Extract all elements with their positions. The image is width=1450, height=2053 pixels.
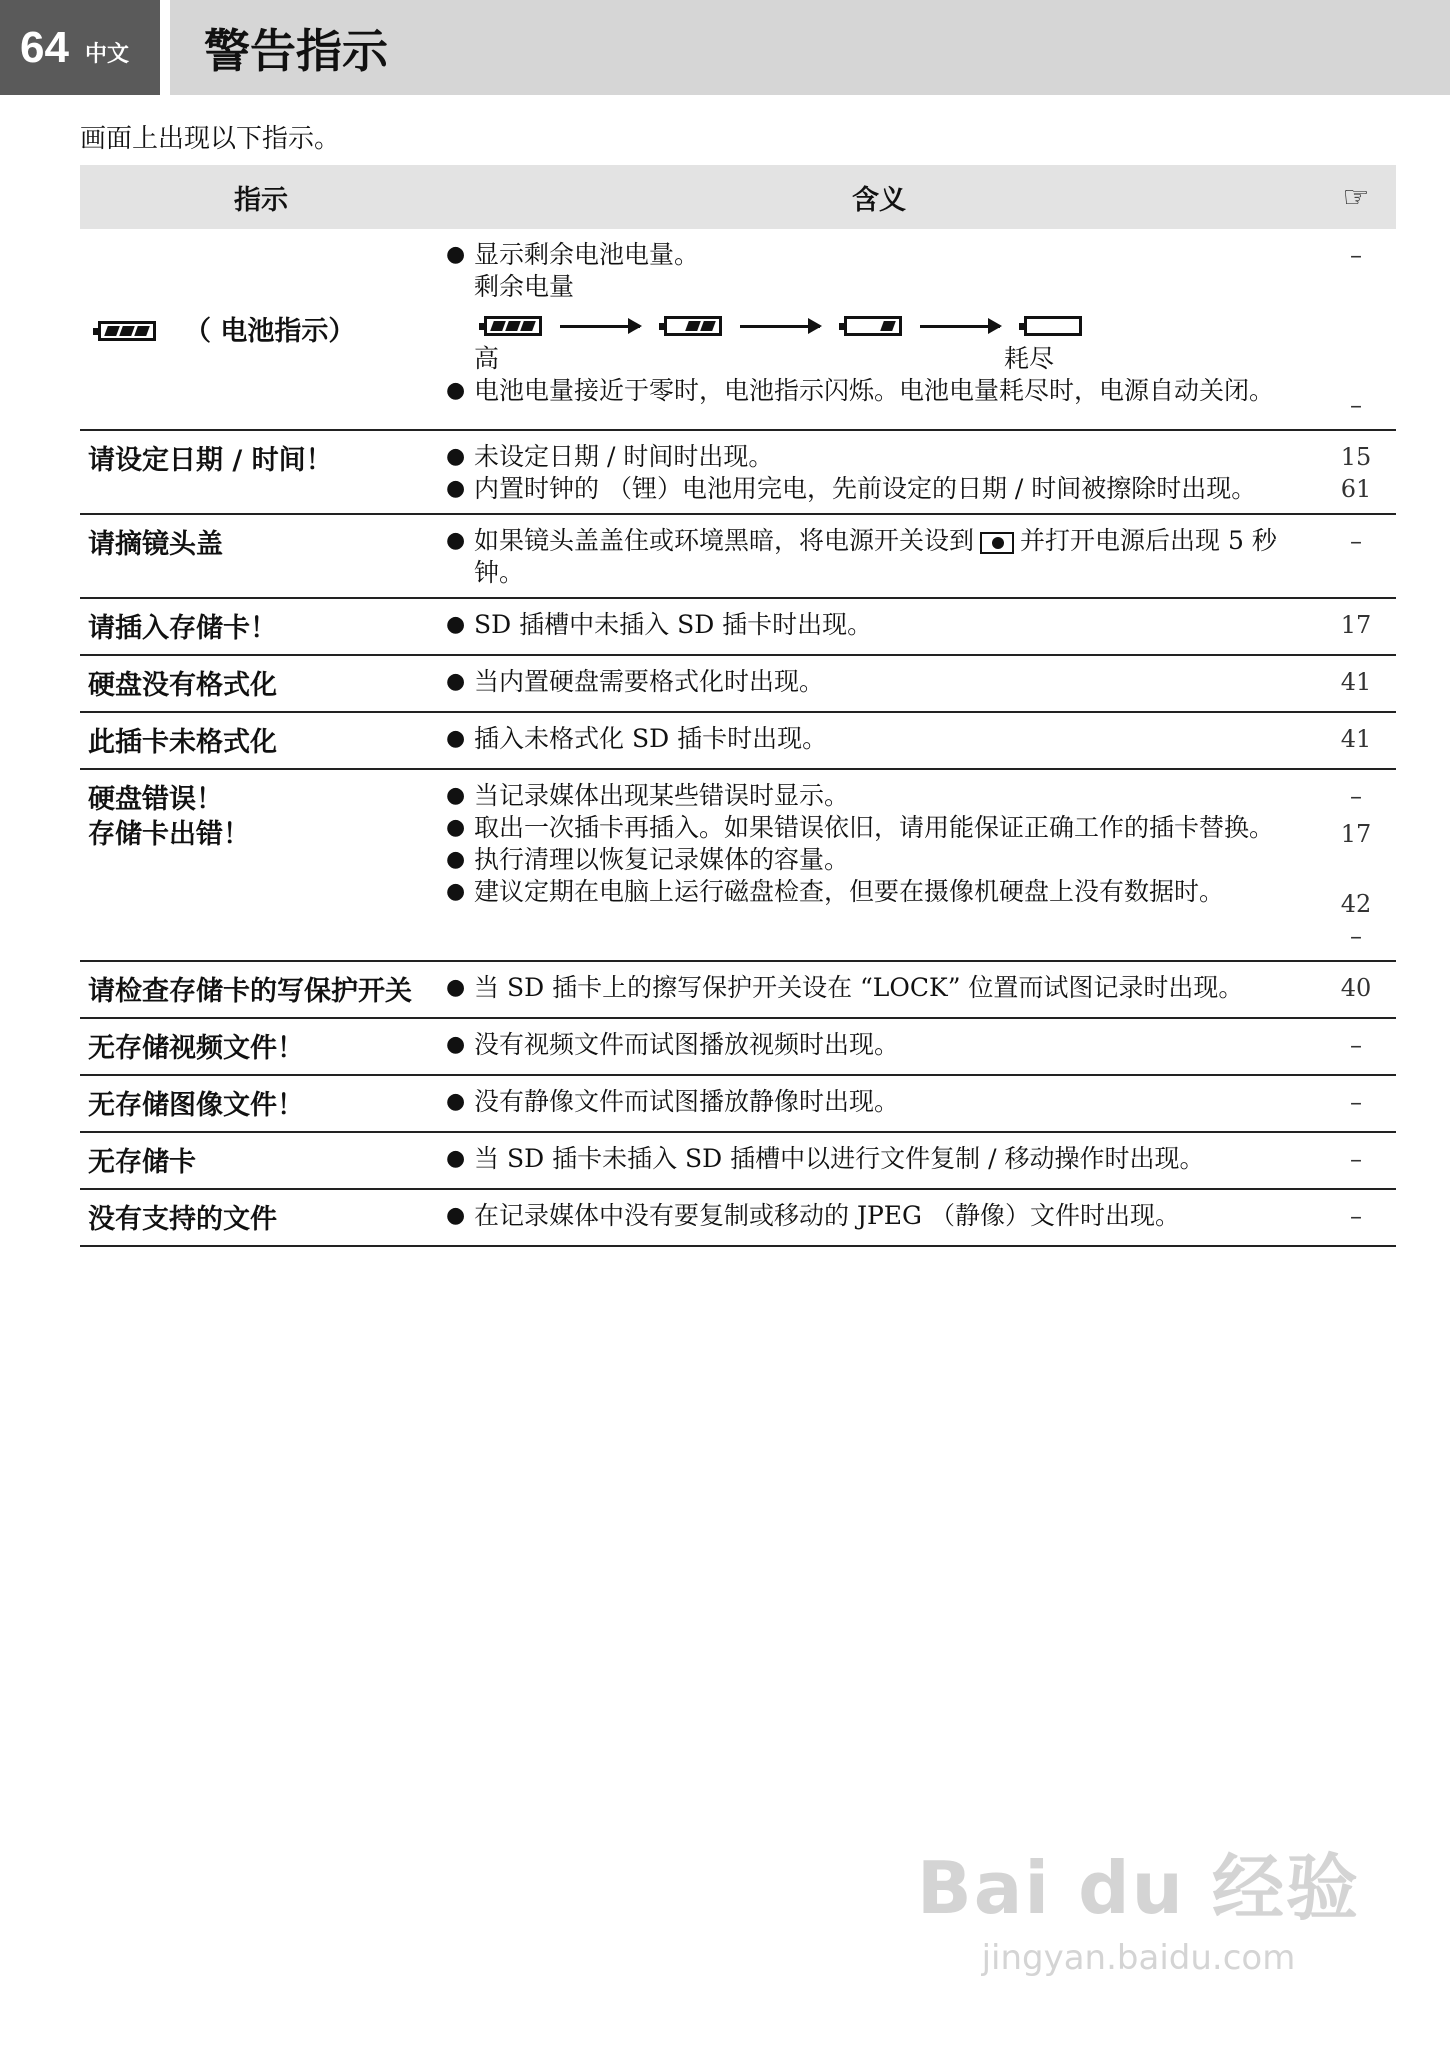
battery-indicator-cell <box>80 229 442 429</box>
reference-page: – <box>1350 527 1362 555</box>
remaining-label: 剩余电量 <box>474 272 575 301</box>
record-mode-icon <box>980 532 1014 554</box>
bullet-icon: ● <box>446 476 466 501</box>
bullet-text: 取出一次插卡再插入。如果错误依旧，请用能保证正确工作的插卡替换。 <box>474 813 1275 842</box>
meaning-cell <box>442 656 1316 711</box>
table-row <box>80 599 1396 656</box>
reference-page: 41 <box>1340 725 1372 753</box>
table-row <box>80 1019 1396 1076</box>
list-item <box>442 525 1316 589</box>
battery-low-icon <box>844 316 902 336</box>
reference-icon: ☞ <box>1342 179 1370 215</box>
indicator-text: 存储卡出错！ <box>88 819 250 850</box>
reference-cell <box>1316 515 1396 597</box>
bullet-icon: ● <box>446 444 466 469</box>
bullet-text: 未设定日期 / 时间时出现。 <box>474 442 774 471</box>
indicator-text: 无存储视频文件！ <box>88 1033 304 1064</box>
bullet-text: 当 SD 插卡未插入 SD 插槽中以进行文件复制 / 移动操作时出现。 <box>474 1144 1205 1173</box>
watermark-main: Bai du 经验 <box>916 1846 1360 1930</box>
reference-cell <box>1316 431 1396 513</box>
page-language: 中文 <box>84 42 129 67</box>
bullet-icon: ● <box>446 528 466 553</box>
page-title: 警告指示 <box>204 23 388 78</box>
meaning-cell <box>442 1133 1316 1188</box>
table-row <box>80 656 1396 713</box>
list-item <box>442 1200 1316 1232</box>
bullet-text: 显示剩余电池电量。 <box>474 240 700 269</box>
battery-full-icon <box>98 321 156 341</box>
bullet-icon: ● <box>446 242 466 267</box>
list-item <box>442 441 1316 473</box>
reference-cell <box>1316 1190 1396 1245</box>
list-item <box>442 239 1316 271</box>
reference-page: – <box>1350 1202 1362 1230</box>
bullet-icon: ● <box>446 783 466 808</box>
title-bar <box>170 0 1450 95</box>
intro-text: 画面上出现以下指示。 <box>80 124 341 154</box>
reference-cell <box>1316 229 1396 429</box>
list-item <box>442 375 1316 407</box>
battery-chain-labels <box>474 343 1094 375</box>
table-header <box>80 165 1396 229</box>
reference-cell <box>1316 962 1396 1017</box>
bullet-text: 没有静像文件而试图播放静像时出现。 <box>474 1087 900 1116</box>
meaning-cell <box>442 431 1316 513</box>
reference-cell <box>1316 599 1396 654</box>
indicator-text: 硬盘错误！ <box>88 784 223 815</box>
indicator-text: 没有支持的文件 <box>88 1204 277 1235</box>
bullet-text: 当 SD 插卡上的擦写保护开关设在 “LOCK” 位置而试图记录时出现。 <box>474 973 1244 1002</box>
page-number-box <box>0 0 160 95</box>
list-item <box>442 609 1316 641</box>
reference-cell <box>1316 713 1396 768</box>
warning-table <box>80 165 1396 1247</box>
reference-page: – <box>1350 922 1362 950</box>
meaning-cell <box>442 713 1316 768</box>
list-item <box>442 1086 1316 1118</box>
header-meaning: 含义 <box>852 184 906 216</box>
list-item <box>442 473 1316 505</box>
table-row <box>80 1190 1396 1247</box>
bullet-icon: ● <box>446 975 466 1000</box>
table-row <box>80 1133 1396 1190</box>
meaning-cell <box>442 599 1316 654</box>
bullet-text: 电池电量接近于零时，电池指示闪烁。电池电量耗尽时，电源自动关闭。 <box>474 376 1275 405</box>
reference-page: 40 <box>1340 974 1372 1002</box>
indicator-text: 无存储图像文件！ <box>88 1090 304 1121</box>
list-item <box>442 666 1316 698</box>
reference-page: 61 <box>1340 475 1372 503</box>
indicator-text: 请摘镜头盖 <box>88 529 223 560</box>
table-row <box>80 515 1396 599</box>
reference-page: 17 <box>1340 611 1372 639</box>
reference-cell <box>1316 1133 1396 1188</box>
reference-page: 17 <box>1340 820 1372 848</box>
table-row <box>80 431 1396 515</box>
bullet-icon: ● <box>446 879 466 904</box>
bullet-text: 没有视频文件而试图播放视频时出现。 <box>474 1030 900 1059</box>
battery-empty-label: 耗尽 <box>1003 344 1054 373</box>
bullet-icon: ● <box>446 378 466 403</box>
reference-page: 42 <box>1340 890 1372 918</box>
meaning-cell <box>442 1190 1316 1245</box>
bullet-text: 当记录媒体出现某些错误时显示。 <box>474 781 850 810</box>
arrow-icon <box>920 325 1000 328</box>
battery-high-label: 高 <box>474 344 500 373</box>
list-item <box>442 812 1316 844</box>
bullet-text: 如果镜头盖盖住或环境黑暗，将电源开关设到 <box>474 526 975 555</box>
table-row <box>80 713 1396 770</box>
bullet-icon: ● <box>446 847 466 872</box>
reference-cell <box>1316 770 1396 960</box>
reference-page: 41 <box>1340 668 1372 696</box>
meaning-cell <box>442 962 1316 1017</box>
bullet-text: 并打开电源后出现 5 秒钟。 <box>474 526 1277 587</box>
indicator-text: 硬盘没有格式化 <box>88 670 277 701</box>
bullet-text: 建议定期在电脑上运行磁盘检查，但要在摄像机硬盘上没有数据时。 <box>474 877 1225 906</box>
bullet-icon: ● <box>446 1032 466 1057</box>
battery-empty-icon <box>1024 316 1082 336</box>
bullet-icon: ● <box>446 1203 466 1228</box>
meaning-cell <box>442 1076 1316 1131</box>
bullet-text: 当内置硬盘需要格式化时出现。 <box>474 667 825 696</box>
bullet-text: 在记录媒体中没有要复制或移动的 JPEG （静像）文件时出现。 <box>474 1201 1180 1230</box>
battery-level-chain <box>474 309 1316 343</box>
reference-cell <box>1316 1019 1396 1074</box>
bullet-icon: ● <box>446 726 466 751</box>
page-number: 64 <box>20 22 69 72</box>
battery-meaning-cell <box>442 229 1316 429</box>
bullet-text: 插入未格式化 SD 插卡时出现。 <box>474 724 828 753</box>
reference-page: 15 <box>1340 443 1372 471</box>
reference-cell <box>1316 1076 1396 1131</box>
arrow-icon <box>560 325 640 328</box>
watermark-url: jingyan.baidu.com <box>981 1938 1296 1978</box>
list-item <box>442 1029 1316 1061</box>
indicator-cell <box>80 770 442 960</box>
table-row <box>80 770 1396 962</box>
bullet-text: SD 插槽中未插入 SD 插卡时出现。 <box>474 610 873 639</box>
bullet-icon: ● <box>446 612 466 637</box>
indicator-text: 此插卡未格式化 <box>88 727 277 758</box>
meaning-cell <box>442 770 1316 960</box>
list-item <box>442 1143 1316 1175</box>
indicator-text: 请设定日期 / 时间！ <box>88 445 333 476</box>
header-indicator: 指示 <box>234 184 288 216</box>
indicator-text: 无存储卡 <box>88 1147 196 1178</box>
reference-page: – <box>1350 241 1362 269</box>
meaning-cell <box>442 1019 1316 1074</box>
bullet-icon: ● <box>446 815 466 840</box>
table-row-battery <box>80 229 1396 431</box>
bullet-icon: ● <box>446 1089 466 1114</box>
reference-page: – <box>1350 1031 1362 1059</box>
battery-high-icon <box>484 316 542 336</box>
table-row <box>80 1076 1396 1133</box>
list-item <box>442 780 1316 812</box>
reference-page: – <box>1350 1145 1362 1173</box>
bullet-text: 执行清理以恢复记录媒体的容量。 <box>474 845 850 874</box>
list-item <box>442 876 1316 908</box>
reference-page: – <box>1350 782 1362 810</box>
table-row <box>80 962 1396 1019</box>
arrow-icon <box>740 325 820 328</box>
bullet-text: 内置时钟的 （锂）电池用完电，先前设定的日期 / 时间被擦除时出现。 <box>474 474 1257 503</box>
bullet-icon: ● <box>446 1146 466 1171</box>
battery-indicator-label: （ 电池指示） <box>184 315 356 347</box>
list-item <box>442 844 1316 876</box>
list-item <box>442 972 1316 1004</box>
reference-cell <box>1316 656 1396 711</box>
list-item <box>442 723 1316 755</box>
reference-page: – <box>1350 1088 1362 1116</box>
battery-medium-icon <box>664 316 722 336</box>
meaning-cell <box>442 515 1316 597</box>
baidu-watermark <box>917 1830 1360 1978</box>
indicator-text: 请检查存储卡的写保护开关 <box>88 976 412 1007</box>
indicator-text: 请插入存储卡！ <box>88 613 277 644</box>
reference-page: – <box>1350 391 1362 419</box>
bullet-icon: ● <box>446 669 466 694</box>
